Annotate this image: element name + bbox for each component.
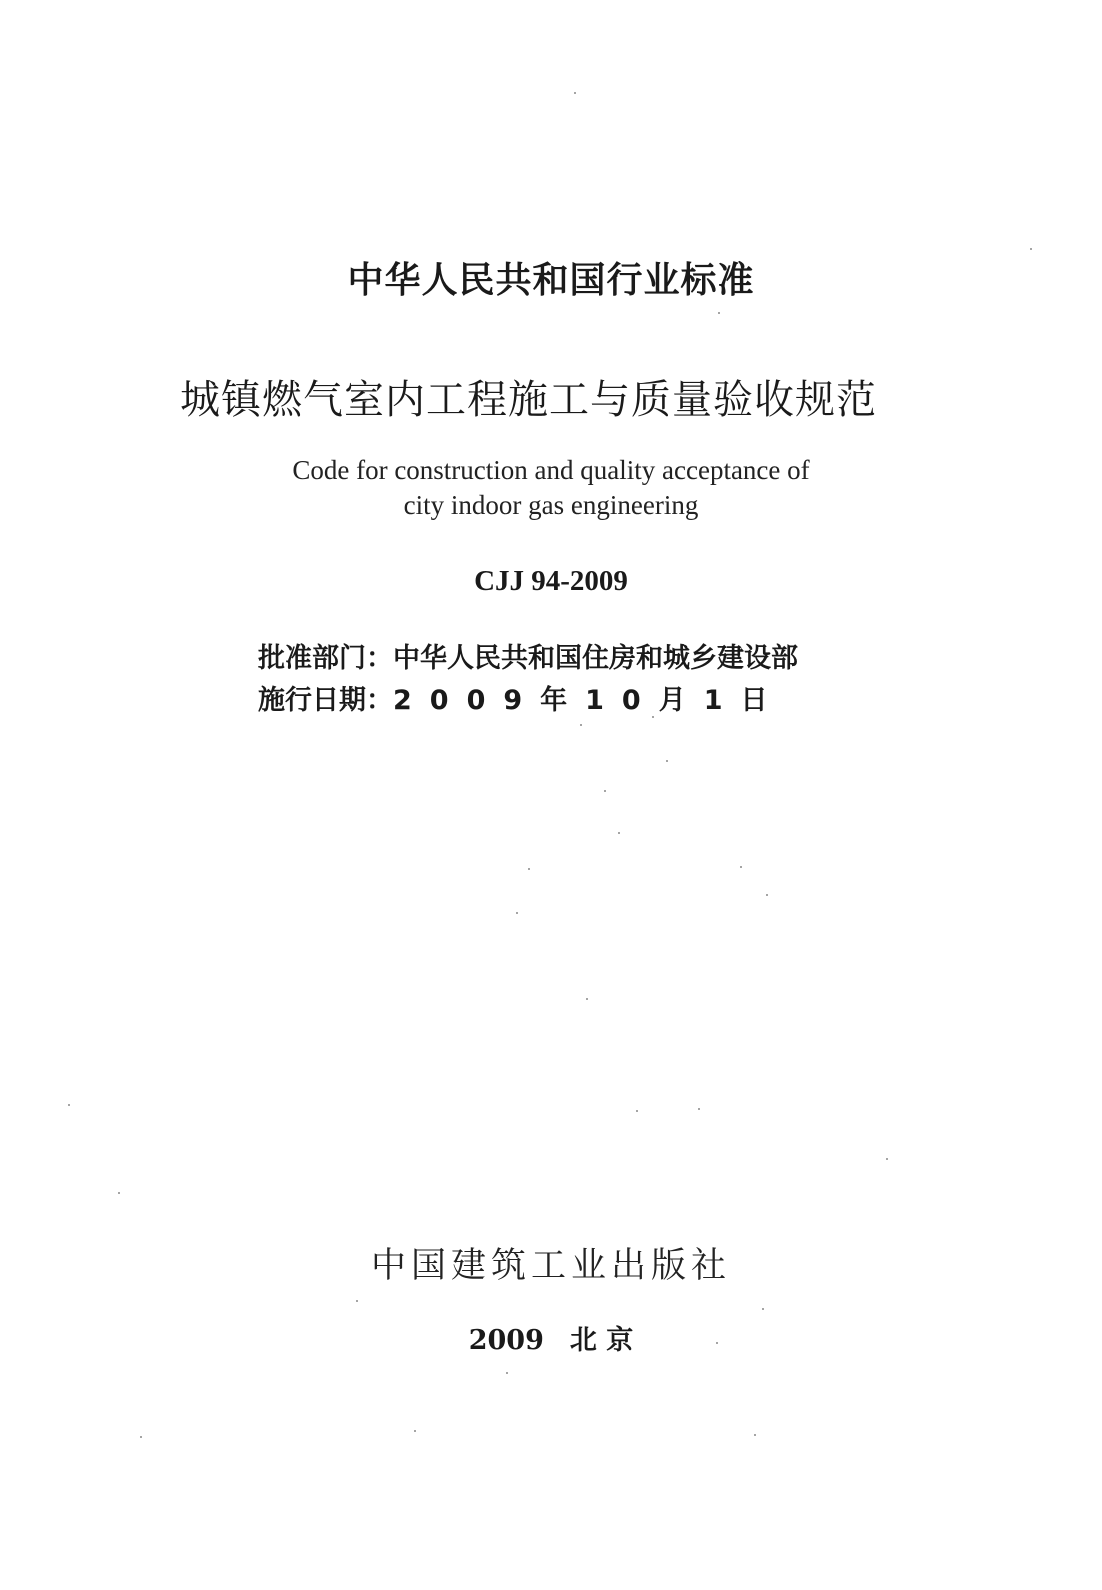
effective-value: 2009年10月1日 — [393, 685, 786, 716]
scan-speck — [618, 832, 620, 834]
scan-speck — [762, 1308, 764, 1310]
approval-value: 中华人民共和国住房和城乡建设部 — [393, 643, 798, 674]
scan-speck — [1030, 248, 1032, 250]
scan-speck — [574, 92, 576, 94]
publication-place — [0, 1318, 1102, 1357]
scan-speck — [716, 1342, 718, 1344]
scan-speck — [740, 866, 742, 868]
scan-speck — [528, 868, 530, 870]
scan-speck — [666, 760, 668, 762]
title-chinese: 城镇燃气室内工程施工与质量验收规范 — [180, 377, 877, 423]
scan-speck — [140, 1436, 142, 1438]
approval-label: 批准部门： — [258, 643, 393, 674]
scan-speck — [604, 790, 606, 792]
publisher: 中国建筑工业出版社 — [370, 1246, 731, 1286]
scan-speck — [718, 312, 720, 314]
title-english-line-1: Code for construction and quality acceptance of — [292, 455, 810, 485]
scan-speck — [580, 724, 582, 726]
scan-speck — [652, 716, 654, 718]
scan-speck — [886, 1158, 888, 1160]
scan-speck — [754, 1434, 756, 1436]
standard-code: CJJ 94-2009 — [474, 565, 628, 597]
effective-label: 施行日期： — [258, 685, 393, 716]
publication-year: 2009 — [468, 1325, 544, 1356]
scan-speck — [68, 1104, 70, 1106]
approval-row — [258, 636, 798, 675]
title-english-line-2: city indoor gas engineering — [403, 490, 699, 520]
scan-speck — [586, 998, 588, 1000]
effective-date-row — [258, 678, 786, 717]
scan-speck — [414, 1430, 416, 1432]
scan-speck — [118, 1192, 120, 1194]
scan-speck — [516, 912, 518, 914]
scan-speck — [766, 894, 768, 896]
scan-speck — [636, 1110, 638, 1112]
scan-speck — [698, 1108, 700, 1110]
publication-city: 北 京 — [569, 1325, 634, 1356]
scan-speck — [506, 1372, 508, 1374]
scan-speck — [356, 1300, 358, 1302]
standard-header: 中华人民共和国行业标准 — [347, 260, 755, 301]
